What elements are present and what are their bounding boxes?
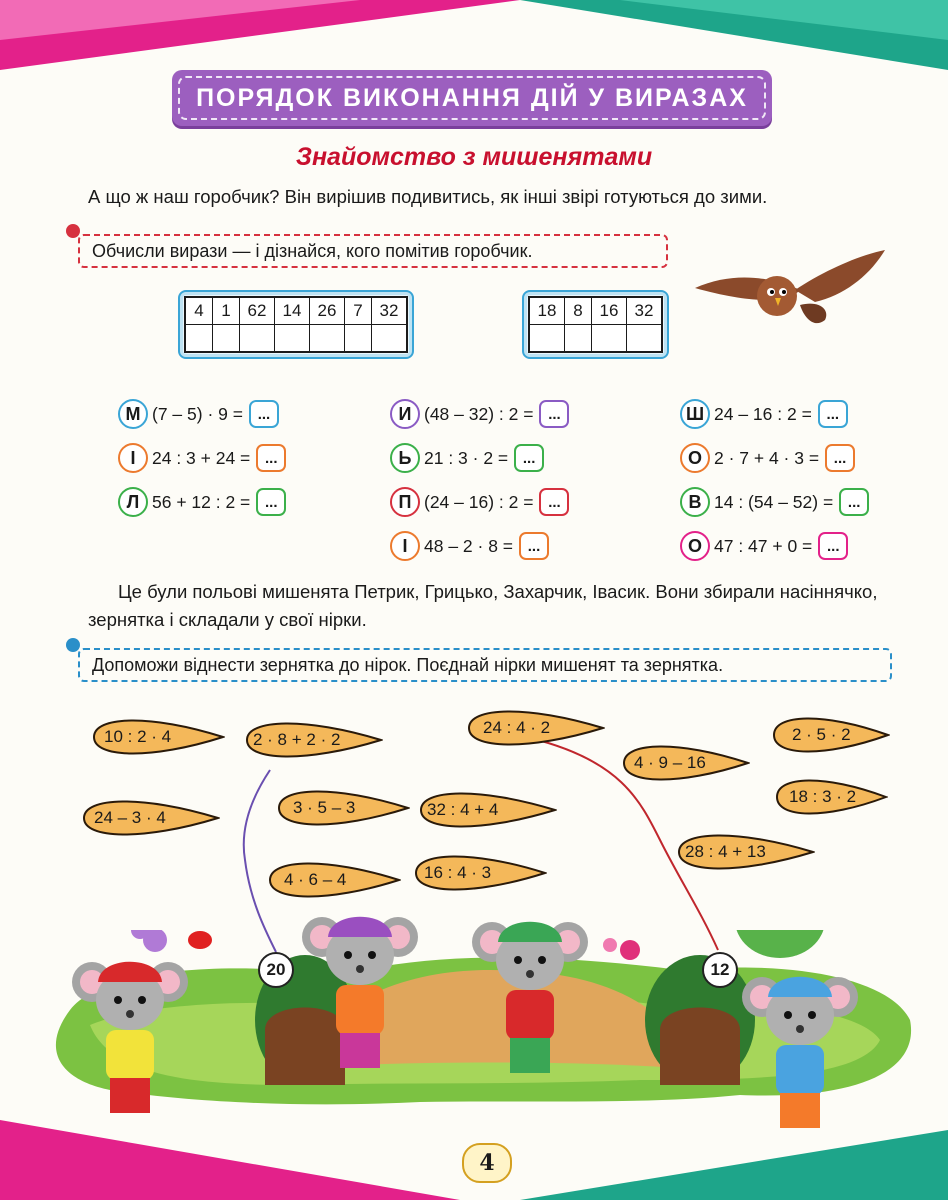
letter-badge: О bbox=[680, 531, 710, 561]
answer-table-number: 14 bbox=[275, 298, 310, 324]
letter-badge: О bbox=[680, 443, 710, 473]
seed-card[interactable] bbox=[675, 827, 815, 877]
seed-card[interactable] bbox=[620, 738, 750, 788]
seed-expression: 24 – 3 · 4 bbox=[94, 808, 166, 827]
mouse-3-illustration bbox=[470, 910, 590, 1090]
seed-card[interactable] bbox=[266, 855, 401, 905]
seed-expression: 4 · 6 – 4 bbox=[284, 870, 347, 889]
letter-badge: І bbox=[390, 531, 420, 561]
expression-column-3 bbox=[680, 397, 869, 563]
seed-card[interactable] bbox=[412, 848, 547, 898]
answer-box[interactable]: ... bbox=[514, 444, 544, 472]
page-title: ПОРЯДОК ВИКОНАННЯ ДІЙ У ВИРАЗАХ bbox=[178, 76, 766, 120]
expression-text: 2 · 7 + 4 · 3 = bbox=[714, 447, 820, 468]
seed-card[interactable] bbox=[417, 785, 557, 835]
task-2-instruction: Допоможи віднести зернятка до нірок. Поєднай нірки мишенят та зернятка. bbox=[78, 648, 892, 682]
answer-box[interactable]: ... bbox=[519, 532, 549, 560]
expression-row bbox=[390, 529, 569, 563]
sparrow-illustration bbox=[695, 250, 885, 330]
mouse-4-illustration bbox=[740, 965, 860, 1145]
expression-text: 14 : (54 – 52) = bbox=[714, 491, 834, 512]
answer-box[interactable]: ... bbox=[256, 444, 286, 472]
answer-table-empty-cell[interactable] bbox=[530, 324, 565, 351]
answer-table-number: 16 bbox=[592, 298, 627, 324]
seed-card[interactable] bbox=[243, 715, 383, 765]
answer-box[interactable]: ... bbox=[839, 488, 869, 516]
answer-table-number: 7 bbox=[345, 298, 372, 324]
seed-expression: 2 · 8 + 2 · 2 bbox=[253, 730, 341, 749]
expression-row bbox=[680, 397, 869, 431]
expression-text: 21 : 3 · 2 = bbox=[424, 447, 509, 468]
seed-card[interactable] bbox=[90, 712, 225, 762]
answer-table-number: 32 bbox=[634, 301, 654, 320]
answer-box[interactable]: ... bbox=[256, 488, 286, 516]
expression-row bbox=[680, 485, 869, 519]
letter-badge: І bbox=[118, 443, 148, 473]
expression-text: (48 – 32) : 2 = bbox=[424, 403, 534, 424]
answer-box[interactable]: ... bbox=[539, 400, 569, 428]
expression-row bbox=[118, 441, 286, 475]
mouse-2-illustration bbox=[300, 905, 420, 1085]
answer-box[interactable]: ... bbox=[818, 532, 848, 560]
seed-card[interactable] bbox=[80, 793, 220, 843]
expression-text: 56 + 12 : 2 = bbox=[152, 491, 251, 512]
expression-row bbox=[390, 485, 569, 519]
answer-table-empty-cell[interactable] bbox=[310, 324, 345, 351]
answer-table-empty-cell[interactable] bbox=[592, 324, 627, 351]
seed-card[interactable] bbox=[275, 783, 410, 833]
burrow-number-badge: 12 bbox=[702, 952, 738, 988]
seed-expression: 2 · 5 · 2 bbox=[792, 725, 851, 744]
letter-badge: В bbox=[680, 487, 710, 517]
seed-card[interactable] bbox=[465, 703, 605, 753]
expression-text: (24 – 16) : 2 = bbox=[424, 491, 534, 512]
letter-badge: П bbox=[390, 487, 420, 517]
seed-card[interactable] bbox=[770, 710, 890, 760]
answer-table-number: 1 bbox=[213, 298, 240, 324]
seed-expression: 18 : 3 · 2 bbox=[789, 787, 857, 806]
seed-expression: 4 · 9 – 16 bbox=[634, 753, 706, 772]
seed-expression: 32 : 4 + 4 bbox=[427, 800, 499, 819]
expression-column-2 bbox=[390, 397, 569, 563]
answer-table-2 bbox=[522, 290, 669, 359]
answer-table-empty-cell[interactable] bbox=[186, 324, 213, 351]
letter-badge: И bbox=[390, 399, 420, 429]
seed-expression: 3 · 5 – 3 bbox=[293, 798, 356, 817]
expression-row bbox=[680, 441, 869, 475]
answer-table-number: 32 bbox=[379, 301, 399, 320]
expression-column-1 bbox=[118, 397, 286, 519]
answer-table-empty-cell[interactable] bbox=[213, 324, 240, 351]
answer-table-1 bbox=[178, 290, 414, 359]
seed-expression: 10 : 2 · 4 bbox=[104, 727, 172, 746]
answer-table-empty-cell[interactable] bbox=[565, 324, 592, 351]
expression-text: 48 – 2 · 8 = bbox=[424, 535, 514, 556]
page-number: 4 bbox=[462, 1143, 512, 1183]
expression-text: 47 : 47 + 0 = bbox=[714, 535, 813, 556]
top-corner-decoration bbox=[0, 0, 948, 70]
expression-text: 24 : 3 + 24 = bbox=[152, 447, 251, 468]
burrow-number-badge: 20 bbox=[258, 952, 294, 988]
answer-box[interactable]: ... bbox=[539, 488, 569, 516]
answer-table-number: 62 bbox=[240, 298, 275, 324]
expression-row bbox=[118, 485, 286, 519]
expression-text: 24 – 16 : 2 = bbox=[714, 403, 812, 424]
seed-expression: 24 : 4 · 2 bbox=[483, 718, 551, 737]
answer-box[interactable]: ... bbox=[825, 444, 855, 472]
expression-row bbox=[390, 397, 569, 431]
answer-table-empty-cell[interactable] bbox=[275, 324, 310, 351]
letter-badge: Л bbox=[118, 487, 148, 517]
answer-table-empty-cell[interactable] bbox=[345, 324, 372, 351]
answer-table-empty-cell[interactable] bbox=[627, 324, 661, 351]
expression-row bbox=[118, 397, 286, 431]
answer-table-empty-cell[interactable] bbox=[372, 324, 406, 351]
answer-table-number: 4 bbox=[186, 298, 213, 324]
expression-text: (7 – 5) · 9 = bbox=[152, 403, 243, 424]
answer-table-empty-cell[interactable] bbox=[240, 324, 275, 351]
letter-badge: Ь bbox=[390, 443, 420, 473]
seed-card[interactable] bbox=[773, 772, 888, 822]
task-1-instruction: Обчисли вирази — і дізнайся, кого помітив горобчик. bbox=[78, 234, 668, 268]
intro-text: А що ж наш горобчик? Він вирішив подивитись, як інші звірі готуються до зими. bbox=[88, 186, 768, 207]
seed-expression: 28 : 4 + 13 bbox=[685, 842, 766, 861]
lesson-subtitle: Знайомство з мишенятами bbox=[295, 143, 653, 171]
answer-table-number: 18 bbox=[530, 298, 565, 324]
letter-badge: Ш bbox=[680, 399, 710, 429]
seed-expression: 16 : 4 · 3 bbox=[424, 863, 492, 882]
story-paragraph: Це були польові мишенята Петрик, Грицько, Захарчик, Івасик. Вони збирали насіннячко, зернятка і складали у свої нірки. bbox=[88, 581, 878, 630]
letter-badge: М bbox=[118, 399, 148, 429]
mouse-1-illustration bbox=[70, 950, 190, 1130]
answer-box[interactable]: ... bbox=[249, 400, 279, 428]
answer-table-number: 26 bbox=[310, 298, 345, 324]
answer-box[interactable]: ... bbox=[818, 400, 848, 428]
expression-row bbox=[390, 441, 569, 475]
expression-row bbox=[680, 529, 869, 563]
answer-table-number: 8 bbox=[565, 298, 592, 324]
title-banner bbox=[172, 70, 772, 126]
